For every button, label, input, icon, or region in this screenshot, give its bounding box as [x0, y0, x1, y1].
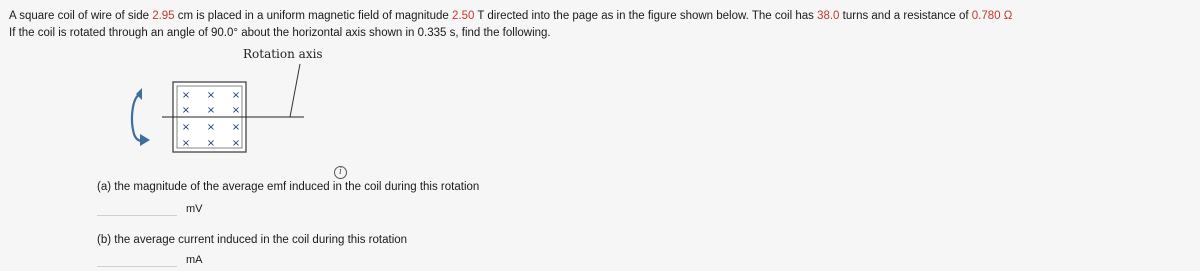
current-answer-input[interactable] [97, 252, 177, 267]
question-b: (b) the average current induced in the coil during this rotation [97, 234, 408, 246]
problem-text: A square coil of wire of side [9, 10, 153, 22]
field-x-icon: × [206, 138, 216, 149]
info-icon[interactable]: i [334, 166, 347, 179]
field-x-icon: × [231, 138, 241, 149]
problem-line-1 [9, 8, 1199, 25]
field-x-icon: × [181, 90, 191, 101]
rotation-axis-label: Rotation axis [243, 47, 323, 61]
turns-value: 38.0 [817, 10, 840, 22]
field-x-icon: × [181, 122, 191, 133]
field-x-icon: × [206, 90, 216, 101]
answer-row-b [97, 251, 203, 267]
problem-text: T directed into the page as in the figure shown below. The coil has [474, 10, 818, 22]
field-x-icon: × [231, 90, 241, 101]
rotation-arrow-icon [132, 88, 150, 146]
field-x-icon: × [206, 122, 216, 133]
field-value: 2.50 [452, 10, 475, 22]
problem-line-2: If the coil is rotated through an angle of 90.0° about the horizontal axis shown in 0.335 s, find the following. [9, 27, 551, 39]
field-x-icon: × [206, 105, 216, 116]
answer-row-a [97, 200, 203, 216]
field-x-icon: × [181, 138, 191, 149]
problem-text: turns and a resistance of [839, 10, 972, 22]
field-x-icon: × [231, 122, 241, 133]
problem-statement [9, 8, 1199, 42]
resistance-value: 0.780 [971, 10, 1001, 22]
question-a: (a) the magnitude of the average emf induced in the coil during this rotation [97, 181, 480, 193]
field-x-icon: × [181, 105, 191, 116]
emf-answer-input[interactable] [97, 201, 177, 216]
current-unit-label: mA [186, 254, 203, 266]
coil-figure [118, 42, 348, 162]
axis-perspective-line [290, 64, 300, 117]
problem-text: cm is placed in a uniform magnetic field of magnitude [174, 10, 452, 22]
resistance-unit: Ω [1000, 10, 1013, 22]
emf-unit-label: mV [186, 203, 203, 215]
side-value: 2.95 [152, 10, 175, 22]
field-x-icon: × [231, 105, 241, 116]
